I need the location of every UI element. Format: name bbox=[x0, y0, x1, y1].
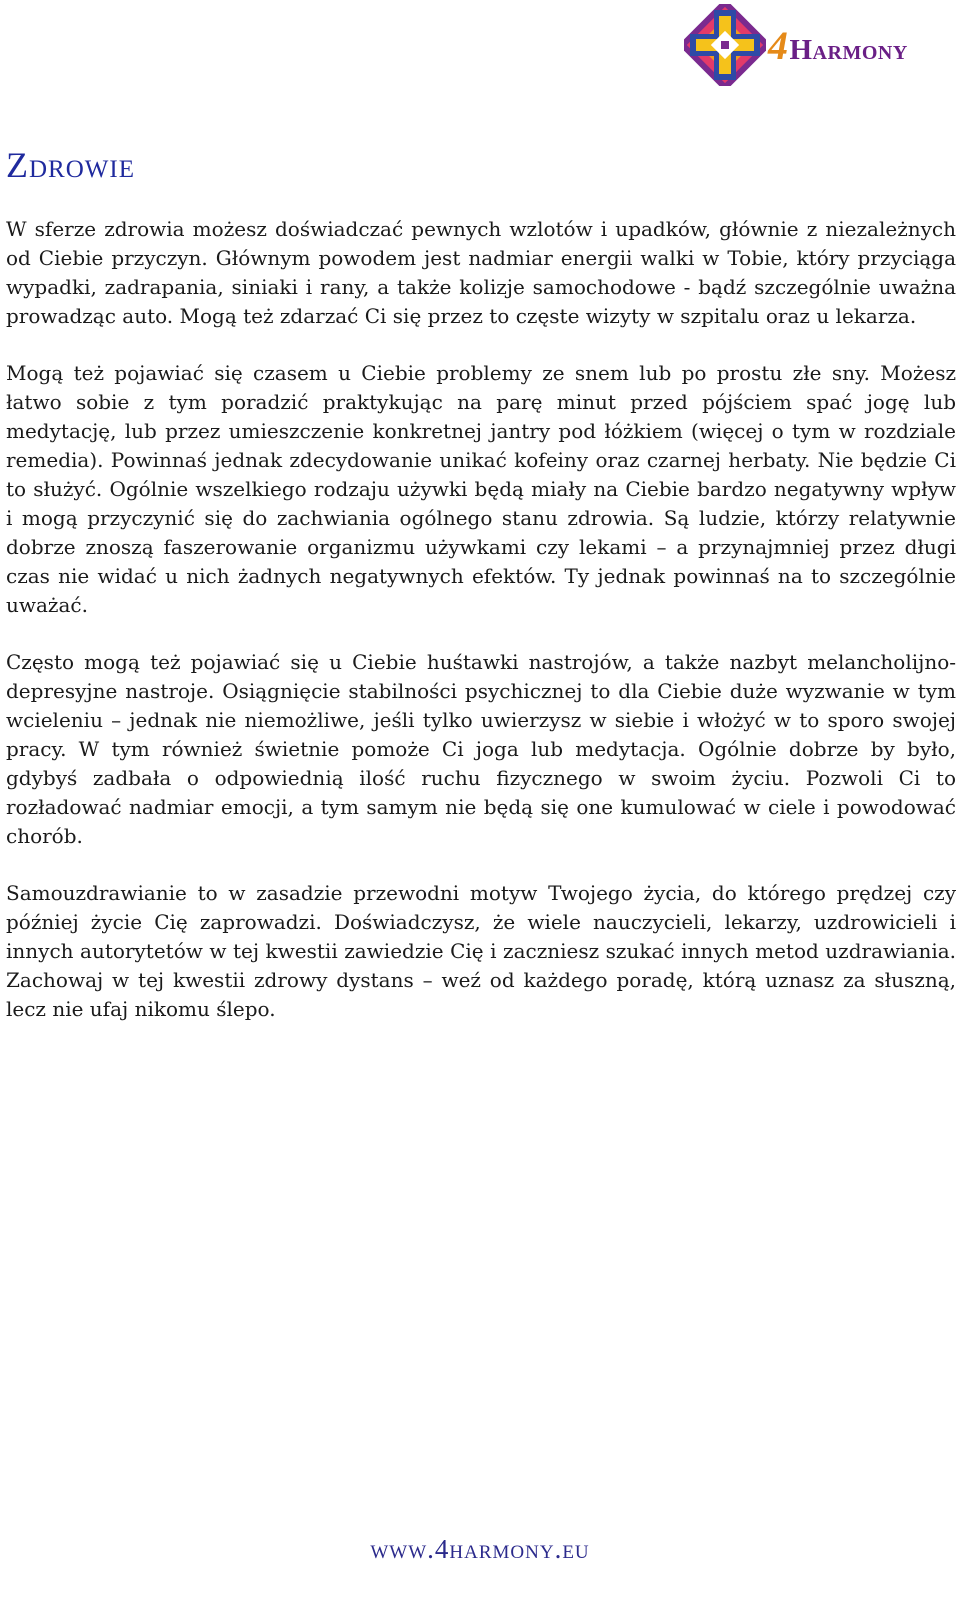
document-body bbox=[6, 215, 956, 1052]
paragraph-3: Często mogą też pojawiać się u Ciebie huśtawki nastrojów, a także nazbyt melancholijno-depresyjne nastroje. Osiągnięcie stabilności psychicznej to dla Ciebie duże wyzwanie w tym wcieleniu – jednak nie niemożliwe, jeśli tylko uwierzysz w siebie i włożyć w to sporo swojej pracy. W tym również świetnie pomoże Ci joga lub medytacja. Ogólnie dobrze by było, gdybyś zadbała o odpowiednią ilość ruchu fizycznego w swoim życiu. Pozwoli Ci to rozładować nadmiar emocji, a tym samym nie będą się one kumulować w ciele i powodować chorób. bbox=[6, 650, 956, 848]
page-title: Zdrowie bbox=[6, 145, 135, 185]
brand-logo bbox=[684, 4, 956, 86]
logo-wordmark bbox=[768, 22, 908, 69]
logo-number: 4 bbox=[768, 22, 789, 68]
logo-word: Harmony bbox=[789, 33, 908, 66]
paragraph-1: W sferze zdrowia możesz doświadczać pewnych wzlotów i upadków, głównie z niezależnych od Ciebie przyczyn. Głównym powodem jest nadmiar energii walki w Tobie, który przyciąga wypadki, zadrapania, siniaki i rany, a także kolizje samochodowe - bądź szczególnie uważna prowadząc auto. Mogą też zdarzać Ci się przez to częste wizyty w szpitalu oraz u lekarza. bbox=[6, 217, 956, 328]
footer-url: www.4harmony.eu bbox=[370, 1534, 590, 1564]
paragraph-4: Samouzdrawianie to w zasadzie przewodni motyw Twojego życia, do którego prędzej czy później życie Cię zaprowadzi. Doświadczysz, że wiele nauczycieli, lekarzy, uzdrowicieli i innych autorytetów w tej kwestii zawiedzie Cię i zaczniesz szukać innych metod uzdrawiania. Zachowaj w tej kwestii zdrowy dystans – weź od każdego poradę, którą uznasz za słuszną, lecz nie ufaj nikomu ślepo. bbox=[6, 881, 956, 1021]
mandala-logo-icon bbox=[684, 4, 766, 86]
paragraph-2: Mogą też pojawiać się czasem u Ciebie problemy ze snem lub po prostu złe sny. Możesz łatwo sobie z tym poradzić praktykując na parę minut przed pójściem spać jogę lub medytację, lub przez umieszczenie konkretnej jantry pod łóżkiem (więcej o tym w rozdziale remedia). Powinnaś jednak zdecydowanie unikać kofeiny oraz czarnej herbaty. Nie będzie Ci to służyć. Ogólnie wszelkiego rodzaju używki będą miały na Ciebie bardzo negatywny wpływ i mogą przyczynić się do zachwiania ogólnego stanu zdrowia. Są ludzie, którzy relatywnie dobrze znoszą faszerowanie organizmu używkami czy lekami – a przynajmniej przez długi czas nie widać u nich żadnych negatywnych efektów. Ty jednak powinnaś na to szczególnie uważać. bbox=[6, 361, 956, 617]
